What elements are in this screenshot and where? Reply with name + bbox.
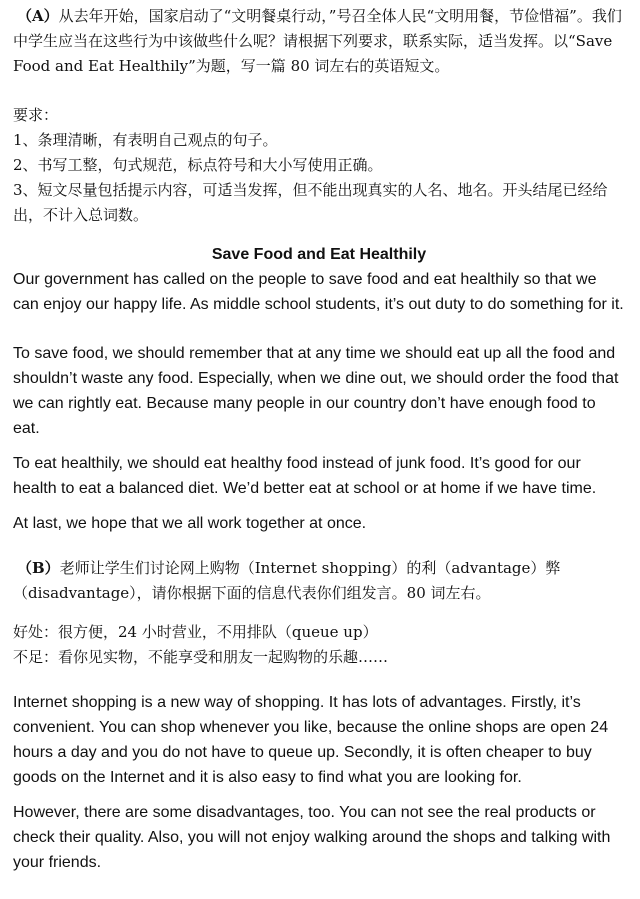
essay-a-title: Save Food and Eat Healthily xyxy=(211,246,427,263)
essay-a-paragraph-2: To save food, we should remember that at any time we should eat up all the food and shouldn’t waste any food. Especially, when we dine out, we should order the food that we can rightly eat. Because many people in our country don’t have enough food to eat. xyxy=(13,345,619,437)
requirement-2: 2、书写工整，句式规范，标点符号和大小写使用正确。 xyxy=(13,156,383,174)
requirement-3: 3、短文尽量包括提示内容，可适当发挥，但不能出现真实的人名、地名。开头结尾已经给出，不计入总词数。 xyxy=(13,181,608,224)
section-b-prompt xyxy=(13,556,625,606)
essay-b-paragraph-2: However, there are some disadvantages, too. You can not see the real products or check their quality. Also, you will not enjoy walking around the shops and talking with your friends. xyxy=(13,804,611,871)
essay-b-paragraph-1: Internet shopping is a new way of shopping. It has lots of advantages. Firstly, it’s convenient. You can shop whenever you like, because the online shops are open 24 hours a day and you do not have to queue up. Secondly, it is often cheaper to buy goods on the Internet and it is also easy to find what you are looking for. xyxy=(13,694,609,786)
section-b-prompt-text: 老师让学生们讨论网上购物（Internet shopping）的利（advantage）弊（disadvantage），请你根据下面的信息代表你们组发言。80 词左右。 xyxy=(13,559,561,602)
section-b-label: （B） xyxy=(17,559,60,577)
requirement-1: 1、条理清晰，有表明自己观点的句子。 xyxy=(13,131,278,149)
essay-a-paragraph-4: At last, we hope that we all work together at once. xyxy=(13,515,367,532)
essay-a-paragraph-1: Our government has called on the people to save food and eat healthily so that we can enjoy our happy life. As middle school students, it’s out duty to do something for it. xyxy=(13,271,624,313)
section-b-cons: 不足：看你见实物，不能享受和朋友一起购物的乐趣…… xyxy=(13,648,389,666)
document-page xyxy=(13,4,625,875)
section-a-prompt-text: 从去年开始，国家启动了“文明餐桌行动，”号召全体人民“文明用餐，节俭惜福”。我们中学生应当在这些行为中该做些什么呢？请根据下列要求，联系实际，适当发挥。以“Save Food and Eat Healthily”为题，写一篇 80 词左右的英语短文。 xyxy=(13,7,622,75)
essay-a-paragraph-3: To eat healthily, we should eat healthy food instead of junk food. It’s good for our health to eat a balanced diet. We’d better eat at school or at home if we have time. xyxy=(13,455,597,497)
section-b-pros: 好处：很方便，24 小时营业，不用排队（queue up） xyxy=(13,623,378,641)
section-a-prompt xyxy=(13,4,625,79)
section-a-label: （A） xyxy=(17,7,59,25)
requirements-heading: 要求： xyxy=(13,106,59,124)
